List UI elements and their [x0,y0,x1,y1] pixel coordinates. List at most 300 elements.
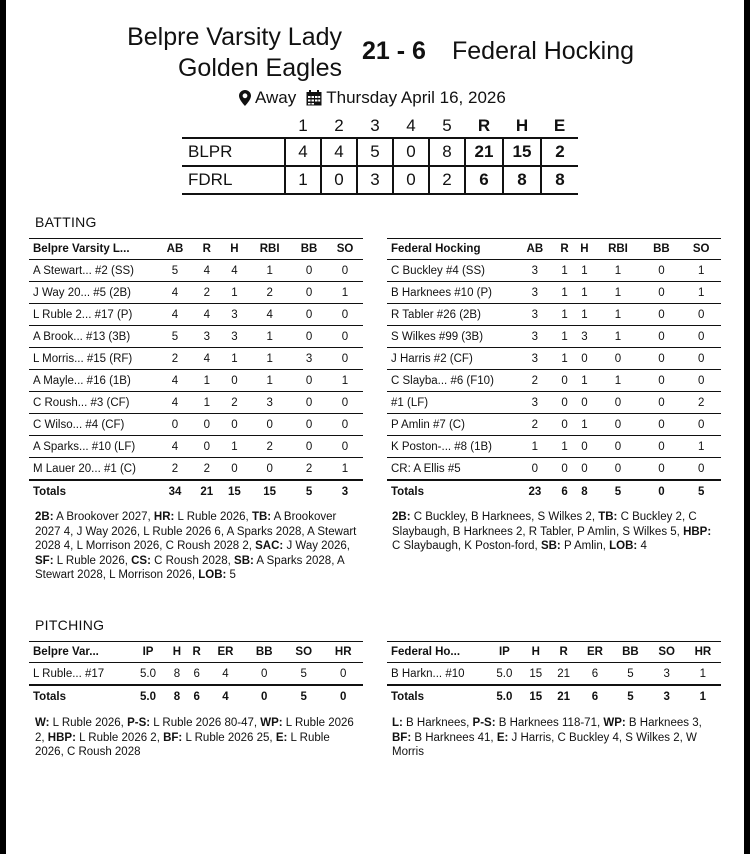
stat-cell: 0 [323,663,363,686]
stat-cell: 1 [248,370,291,392]
total-cell: 5 [612,685,648,708]
stat-value: P Amlin, [560,540,610,553]
away-batting-notes [392,510,722,554]
stat-key: HBP: [683,525,712,538]
total-cell: 1 [685,685,721,708]
stat-key: W: [35,717,50,729]
stat-cell: 4 [221,260,249,282]
stat-value: C Slaybaugh, K Poston-ford, [392,540,541,553]
total-cell: 15 [522,685,550,708]
stat-cell: 4 [157,282,193,304]
player-name: A Mayle... #16 (1B) [29,370,157,392]
stat-column-header: ER [578,642,613,663]
stat-column-header: BB [291,239,327,260]
stat-key: WP: [260,717,283,729]
inning-header: 2 [334,116,344,135]
stat-value: A Brookover 2027, [53,511,154,523]
stat-cell: 1 [327,282,363,304]
table-row [387,392,721,414]
stat-value: B Harknees, [402,717,473,729]
stat-cell: 3 [515,304,555,326]
team-column-header: Federal Ho... [387,642,487,663]
stat-cell: 0 [248,414,291,436]
stat-cell: 0 [327,348,363,370]
stat-column-header: R [193,239,221,260]
stat-value: B Harknees 118-71, [495,717,604,729]
stat-cell: 6 [578,663,613,686]
stat-cell: 0 [642,304,682,326]
stat-cell: 1 [685,663,721,686]
stat-column-header: H [522,642,550,663]
table-header-row [29,239,363,260]
stat-cell: 0 [642,348,682,370]
stat-key: L: [392,717,403,729]
runs-total: 21 [465,138,503,166]
table-row [387,414,721,436]
stat-cell: 5.0 [129,663,167,686]
stat-cell: 0 [642,326,682,348]
stat-key: SF: [35,554,54,567]
stat-value: 5 [226,569,236,582]
errors-header: E [553,116,566,135]
home-pitching-notes [35,716,360,760]
stat-cell: 1 [327,458,363,481]
stat-cell: 0 [327,304,363,326]
stat-cell: 1 [248,348,291,370]
hits-total: 15 [503,138,541,166]
stat-cell: 0 [515,458,555,481]
totals-row [29,685,363,708]
stat-value: C Buckley 2, C Slaybaugh, B Harknees 2, R Tabler, P Amlin, S Wilkes 5, [392,511,697,538]
table-row [387,458,721,481]
box-score-page [6,0,744,854]
total-cell: 5 [594,480,641,503]
stat-cell: 1 [221,282,249,304]
player-name: B Harknees #10 (P) [387,282,515,304]
stat-column-header: BB [244,642,284,663]
stat-cell: 15 [522,663,550,686]
errors-total: 8 [541,166,578,194]
stat-key: SAC: [255,540,284,553]
stat-cell: 4 [193,260,221,282]
totals-label: Totals [29,480,157,503]
player-name: L Ruble... #17 [29,663,129,686]
stat-column-header: R [550,642,578,663]
table-header-row [29,642,363,663]
stat-column-header: SO [649,642,685,663]
stat-cell: 1 [575,414,595,436]
stat-cell: 4 [193,348,221,370]
stat-column-header: RBI [594,239,641,260]
stat-cell: 1 [248,326,291,348]
total-cell: 4 [207,685,245,708]
stat-cell: 3 [575,326,595,348]
stat-value: L Ruble 2026, [174,511,252,523]
total-cell: 21 [193,480,221,503]
stat-cell: 3 [515,282,555,304]
stat-key: SB: [540,540,561,553]
totals-row [387,685,721,708]
stat-cell: 0 [221,414,249,436]
stat-cell: 0 [221,458,249,481]
stat-cell: 0 [555,458,575,481]
team-abbr: FDRL [182,166,285,194]
stat-cell: 2 [248,436,291,458]
table-row [29,663,363,686]
stat-cell: 1 [221,348,249,370]
stat-cell: 3 [515,260,555,282]
stat-cell: 0 [327,436,363,458]
away-batting-table [387,238,721,503]
stat-value: L Ruble 2026, C Roush 2028 [35,731,330,759]
player-name: J Way 20... #5 (2B) [29,282,157,304]
stat-cell: 1 [193,370,221,392]
stat-cell: 0 [244,663,284,686]
player-name: C Roush... #3 (CF) [29,392,157,414]
stat-cell: 0 [291,370,327,392]
stat-column-header: SO [327,239,363,260]
stat-cell: 2 [515,370,555,392]
stat-cell: 2 [681,392,721,414]
stat-cell: 0 [642,392,682,414]
player-name: K Poston-... #8 (1B) [387,436,515,458]
stat-cell: 4 [157,304,193,326]
stat-cell: 1 [575,282,595,304]
pitching-section-title: PITCHING [35,617,105,633]
location-pin-icon [239,90,251,106]
total-cell: 5 [681,480,721,503]
total-cell: 5.0 [487,685,522,708]
stat-cell: 0 [594,392,641,414]
table-row [387,370,721,392]
stat-column-header: BB [612,642,648,663]
home-pitching-table [29,641,363,708]
totals-label: Totals [387,480,515,503]
total-cell: 8 [575,480,595,503]
stat-key: 2B: [392,511,411,523]
stat-cell: 0 [681,348,721,370]
stat-key: LOB: [198,569,227,582]
stat-cell: 5 [157,326,193,348]
inning-score: 1 [285,166,321,194]
stat-cell: 1 [594,370,641,392]
inning-score: 4 [321,138,357,166]
stat-cell: 2 [248,282,291,304]
stat-value: 4 [637,540,647,553]
stat-cell: 0 [291,392,327,414]
player-name: L Morris... #15 (RF) [29,348,157,370]
stat-cell: 4 [248,304,291,326]
total-cell: 5 [284,685,324,708]
inning-score: 0 [393,166,429,194]
stat-cell: 0 [248,458,291,481]
stat-cell: 3 [221,304,249,326]
linescore-header [182,115,578,138]
home-batting-table [29,238,363,503]
hits-header: H [515,116,529,135]
table-row [387,282,721,304]
runs-total: 6 [465,166,503,194]
total-cell: 8 [167,685,187,708]
stat-cell: 6 [187,663,207,686]
final-score: 21 - 6 [362,37,426,65]
inning-score: 8 [429,138,465,166]
stat-cell: 5.0 [487,663,522,686]
player-name: C Wilso... #4 (CF) [29,414,157,436]
stat-cell: 0 [575,458,595,481]
team-abbr: BLPR [182,138,285,166]
table-row [29,282,363,304]
table-header-row [387,642,721,663]
stat-cell: 0 [327,326,363,348]
game-date: Thursday April 16, 2026 [326,88,506,107]
stat-cell: 5 [612,663,648,686]
stat-cell: 8 [167,663,187,686]
inning-score: 2 [429,166,465,194]
stat-cell: 0 [291,260,327,282]
stat-cell: 1 [575,370,595,392]
stat-cell: 0 [291,414,327,436]
table-row [387,348,721,370]
table-row [387,436,721,458]
stat-cell: 0 [327,414,363,436]
table-row [387,260,721,282]
stat-cell: 0 [575,436,595,458]
stat-cell: 1 [594,260,641,282]
stat-column-header: HR [323,642,363,663]
away-team-name: Federal Hocking [452,37,635,65]
stat-value: L Ruble 2026 2, [75,731,164,744]
batting-section-title: BATTING [35,214,97,230]
stat-cell: 1 [327,370,363,392]
stat-cell: 0 [555,370,575,392]
stat-value: B Harknees 3, [625,717,702,729]
total-cell: 0 [323,685,363,708]
stat-cell: 21 [550,663,578,686]
player-name: J Harris #2 (CF) [387,348,515,370]
stat-cell: 0 [681,326,721,348]
stat-cell: 0 [291,304,327,326]
stat-cell: 0 [594,414,641,436]
stat-cell: 1 [555,326,575,348]
stat-cell: 5 [284,663,324,686]
stat-key: P-S: [472,717,496,729]
total-cell: 0 [244,685,284,708]
stat-cell: 4 [157,392,193,414]
linescore-row [182,138,578,166]
table-row [29,304,363,326]
total-cell: 15 [221,480,249,503]
stat-cell: 1 [594,326,641,348]
stat-cell: 1 [248,260,291,282]
player-name: R Tabler #26 (2B) [387,304,515,326]
stat-cell: 1 [193,392,221,414]
stat-cell: 0 [291,326,327,348]
stat-cell: 1 [555,282,575,304]
stat-cell: 0 [575,348,595,370]
stat-cell: 1 [221,436,249,458]
total-cell: 6 [555,480,575,503]
stat-cell: 0 [594,458,641,481]
location-label: Away [255,88,297,107]
table-row [29,370,363,392]
stat-value: J Harris, C Buckley 4, S Wilkes 2, W Morris [392,731,697,759]
table-row [29,326,363,348]
stat-cell: 0 [291,282,327,304]
stat-cell: 0 [594,348,641,370]
stat-cell: 0 [193,414,221,436]
stat-cell: 1 [681,436,721,458]
stat-cell: 0 [681,370,721,392]
stat-cell: 0 [681,458,721,481]
stat-cell: 2 [193,282,221,304]
stat-cell: 3 [291,348,327,370]
calendar-icon [306,90,322,106]
stat-cell: 1 [555,348,575,370]
total-cell: 6 [187,685,207,708]
total-cell: 6 [578,685,613,708]
stat-value: L Ruble 2026 80-47, [150,717,261,729]
inning-score: 0 [393,138,429,166]
total-cell: 23 [515,480,555,503]
table-row [387,326,721,348]
stat-cell: 4 [207,663,245,686]
table-row [387,663,721,686]
linescore-row [182,166,578,194]
stat-cell: 0 [575,392,595,414]
stat-cell: 3 [221,326,249,348]
stat-cell: 0 [555,414,575,436]
stat-column-header: HR [685,642,721,663]
stat-value: A Sparks 2028, A Stewart 2028, L Morrison 2026, [35,554,344,582]
stat-key: SB: [234,554,254,567]
table-row [29,260,363,282]
stat-column-header: SO [284,642,324,663]
stat-cell: 0 [642,458,682,481]
inning-score: 0 [321,166,357,194]
player-name: A Stewart... #2 (SS) [29,260,157,282]
stat-cell: 0 [291,436,327,458]
player-name: L Ruble 2... #17 (P) [29,304,157,326]
stat-cell: 0 [555,392,575,414]
stat-column-header: SO [681,239,721,260]
stat-cell: 0 [642,282,682,304]
player-name: C Buckley #4 (SS) [387,260,515,282]
stat-value: L Ruble 2026, [49,717,128,729]
stat-column-header: R [555,239,575,260]
team-column-header: Belpre Varsity L... [29,239,157,260]
stat-key: 2B: [35,511,54,523]
hits-total: 8 [503,166,541,194]
stat-column-header: H [575,239,595,260]
stat-cell: 4 [193,304,221,326]
player-name: C Slayba... #6 (F10) [387,370,515,392]
stat-key: BF: [163,731,183,744]
stat-key: P-S: [127,717,151,729]
inning-header: 4 [406,116,416,135]
stat-column-header: IP [129,642,167,663]
stat-cell: 2 [221,392,249,414]
stat-value: L Ruble 2026, [53,554,132,567]
stat-value: B Harknees 41, [411,731,497,744]
stat-cell: 0 [327,260,363,282]
stat-cell: 1 [575,260,595,282]
stat-cell: 0 [157,414,193,436]
table-row [29,436,363,458]
stat-cell: 2 [157,458,193,481]
stat-cell: 3 [515,392,555,414]
totals-row [387,480,721,503]
stat-column-header: H [221,239,249,260]
total-cell: 5.0 [129,685,167,708]
stat-cell: 3 [649,663,685,686]
stat-key: TB: [251,511,272,523]
totals-label: Totals [387,685,487,708]
linescore-table [182,115,578,195]
totals-label: Totals [29,685,129,708]
stat-cell: 0 [681,304,721,326]
stat-column-header: R [187,642,207,663]
player-name: CR: A Ellis #5 [387,458,515,481]
stat-cell: 2 [157,348,193,370]
stat-cell: 0 [642,370,682,392]
stat-cell: 4 [157,370,193,392]
table-row [29,458,363,481]
stat-key: LOB: [609,540,638,553]
stat-column-header: H [167,642,187,663]
stat-cell: 0 [193,436,221,458]
player-name: #1 (LF) [387,392,515,414]
player-name: M Lauer 20... #1 (C) [29,458,157,481]
table-row [387,304,721,326]
inning-score: 4 [285,138,321,166]
stat-cell: 0 [681,414,721,436]
total-cell: 15 [248,480,291,503]
inning-header: 1 [298,116,308,135]
player-name: P Amlin #7 (C) [387,414,515,436]
home-team-name: Belpre Varsity Lady Golden Eagles [127,23,342,82]
inning-score: 3 [357,166,393,194]
stat-cell: 4 [157,436,193,458]
game-info [239,88,506,108]
stat-column-header: AB [157,239,193,260]
total-cell: 3 [649,685,685,708]
stat-cell: 0 [642,260,682,282]
total-cell: 34 [157,480,193,503]
total-cell: 5 [291,480,327,503]
stat-column-header: RBI [248,239,291,260]
inning-header: 3 [370,116,380,135]
stat-key: E: [496,731,509,744]
runs-header: R [477,116,491,135]
stat-cell: 3 [193,326,221,348]
stat-key: BF: [392,731,412,744]
player-name: A Sparks... #10 (LF) [29,436,157,458]
total-cell: 0 [642,480,682,503]
stat-cell: 0 [594,436,641,458]
inning-score: 5 [357,138,393,166]
player-name: A Brook... #13 (3B) [29,326,157,348]
stat-key: E: [275,731,288,744]
stat-cell: 0 [642,436,682,458]
stat-key: CS: [131,554,151,567]
stat-column-header: BB [642,239,682,260]
team-column-header: Federal Hocking [387,239,515,260]
stat-cell: 0 [221,370,249,392]
total-cell: 21 [550,685,578,708]
stat-value: A Brookover 2027 4, J Way 2026, L Ruble 2026 6, A Sparks 2028, A Stewart 2028 4, L Morrison 2026, C Roush 2028 2, [35,511,357,553]
stat-column-header: AB [515,239,555,260]
